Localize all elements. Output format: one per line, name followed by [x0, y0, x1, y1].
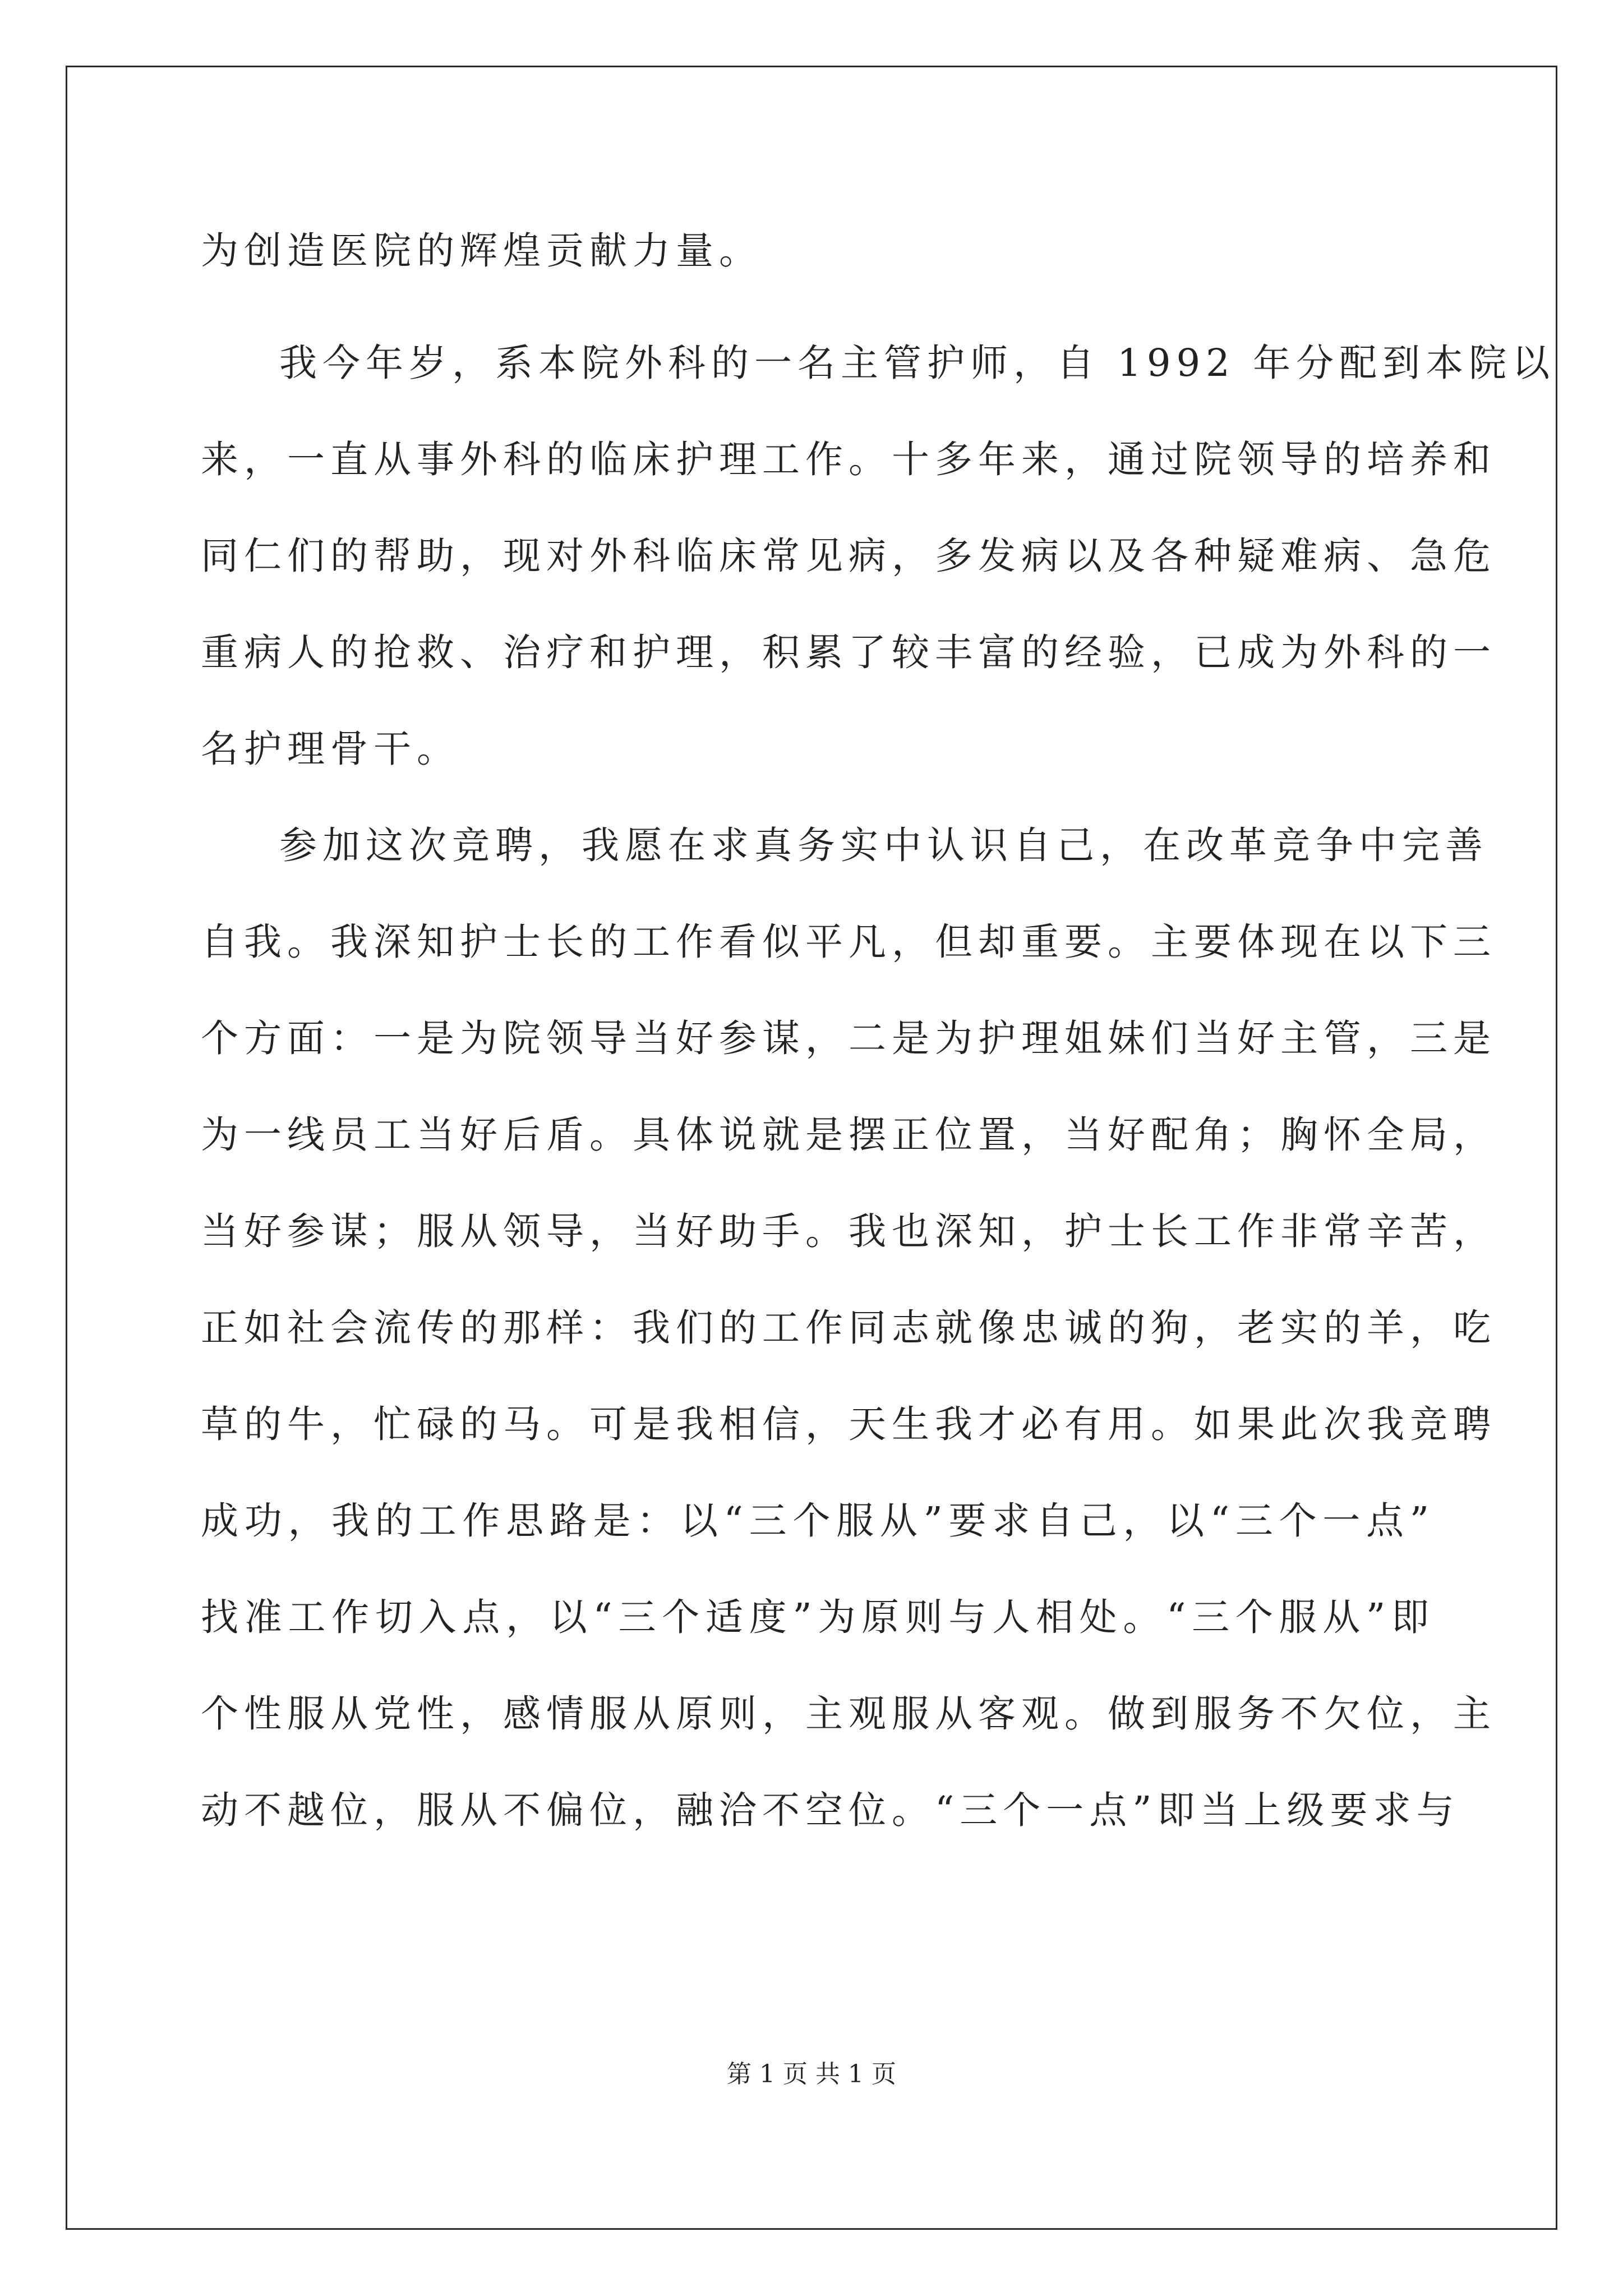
- text-line: 正如社会流传的那样：我们的工作同志就像忠诚的狗，老实的羊，吃: [201, 1306, 1496, 1350]
- text-line: 来，一直从事外科的临床护理工作。十多年来，通过院领导的培养和: [201, 438, 1496, 481]
- text-line: 当好参谋；服从领导，当好助手。我也深知，护士长工作非常辛苦，: [201, 1209, 1496, 1253]
- page-number-footer: 第 1 页 共 1 页: [727, 2060, 896, 2088]
- text-line: 草的牛，忙碌的马。可是我相信，天生我才必有用。如果此次我竞聘: [201, 1402, 1496, 1446]
- text-line: 找准工作切入点，以“三个适度”为原则与人相处。“三个服从”即: [201, 1595, 1435, 1639]
- text-line: 名护理骨干。: [201, 727, 460, 771]
- text-line: 个性服从党性，感情服从原则，主观服从客观。做到服务不欠位，主: [201, 1692, 1496, 1736]
- text-line: 成功，我的工作思路是：以“三个服从”要求自己，以“三个一点”: [201, 1499, 1435, 1543]
- text-line: 参加这次竞聘，我愿在求真务实中认识自己，在改革竞争中完善: [279, 823, 1488, 867]
- text-line: 为创造医院的辉煌贡献力量。: [201, 229, 762, 273]
- text-line: 动不越位，服从不偏位，融洽不空位。“三个一点”即当上级要求与: [201, 1788, 1460, 1832]
- text-line: 自我。我深知护士长的工作看似平凡，但却重要。主要体现在以下三: [201, 920, 1496, 964]
- text-line: 我今年岁，系本院外科的一名主管护师，自 1992 年分配到本院以: [279, 341, 1556, 385]
- text-line: 个方面：一是为院领导当好参谋，二是为护理姐妹们当好主管，三是: [201, 1016, 1496, 1060]
- text-line: 为一线员工当好后盾。具体说就是摆正位置，当好配角；胸怀全局，: [201, 1113, 1496, 1157]
- text-line: 同仁们的帮助，现对外科临床常见病，多发病以及各种疑难病、急危: [201, 534, 1496, 578]
- text-line: 重病人的抢救、治疗和护理，积累了较丰富的经验，已成为外科的一: [201, 631, 1496, 674]
